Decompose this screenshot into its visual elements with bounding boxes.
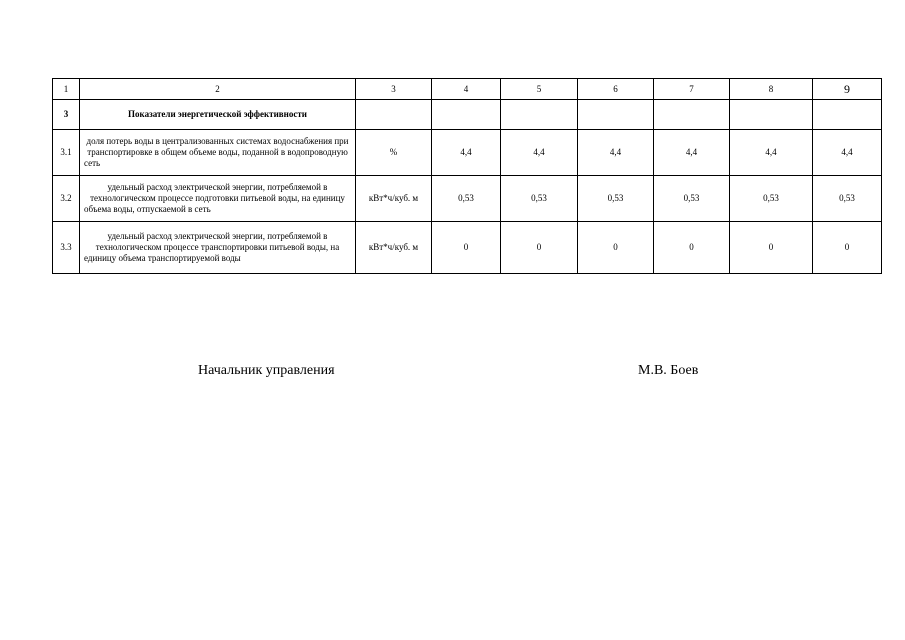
header-cell: 8 — [730, 79, 813, 100]
value-cell: 0,53 — [432, 176, 501, 222]
value-cell: 0 — [730, 222, 813, 274]
header-cell: 1 — [53, 79, 80, 100]
value-cell: 4,4 — [501, 130, 578, 176]
empty-cell — [578, 100, 654, 130]
value-cell: 0,53 — [730, 176, 813, 222]
empty-cell — [432, 100, 501, 130]
empty-cell — [654, 100, 730, 130]
table-row — [53, 130, 882, 176]
header-cell: 7 — [654, 79, 730, 100]
value-cell: 4,4 — [578, 130, 654, 176]
section-row — [53, 100, 882, 130]
value-cell: 4,4 — [730, 130, 813, 176]
empty-cell — [356, 100, 432, 130]
table-row — [53, 176, 882, 222]
row-unit: % — [356, 130, 432, 176]
header-cell: 6 — [578, 79, 654, 100]
value-cell: 0 — [578, 222, 654, 274]
header-cell: 9 — [813, 79, 882, 100]
value-cell: 0,53 — [813, 176, 882, 222]
value-cell: 0 — [432, 222, 501, 274]
signatory-name: М.В. Боев — [638, 363, 699, 378]
header-cell: 3 — [356, 79, 432, 100]
table-header-row — [53, 79, 882, 100]
row-number: 3.3 — [53, 222, 80, 274]
empty-cell — [730, 100, 813, 130]
value-cell: 0,53 — [654, 176, 730, 222]
row-description: удельный расход электрической энергии, потребляемой в технологическом процессе транспортировки питьевой воды, на единицу объема транспортируемой воды — [80, 222, 356, 274]
row-number: 3.2 — [53, 176, 80, 222]
value-cell: 0 — [813, 222, 882, 274]
value-cell: 4,4 — [654, 130, 730, 176]
section-title: Показатели энергетической эффективности — [80, 100, 356, 130]
table-row — [53, 222, 882, 274]
row-number: 3.1 — [53, 130, 80, 176]
value-cell: 4,4 — [432, 130, 501, 176]
indicators-table — [52, 78, 882, 274]
header-cell: 5 — [501, 79, 578, 100]
row-unit: кВт*ч/куб. м — [356, 176, 432, 222]
row-description: доля потерь воды в централизованных системах водоснабжения при транспортировке в общем объеме воды, поданной в водопроводную сеть — [80, 130, 356, 176]
empty-cell — [501, 100, 578, 130]
value-cell: 0,53 — [578, 176, 654, 222]
value-cell: 4,4 — [813, 130, 882, 176]
header-cell: 2 — [80, 79, 356, 100]
section-number: 3 — [53, 100, 80, 130]
signatory-position: Начальник управления — [198, 363, 335, 378]
header-cell: 4 — [432, 79, 501, 100]
row-description: удельный расход электрической энергии, потребляемой в технологическом процессе подготовки питьевой воды, на единицу объема воды, отпускаемой в сеть — [80, 176, 356, 222]
empty-cell — [813, 100, 882, 130]
value-cell: 0 — [654, 222, 730, 274]
value-cell: 0 — [501, 222, 578, 274]
value-cell: 0,53 — [501, 176, 578, 222]
row-unit: кВт*ч/куб. м — [356, 222, 432, 274]
